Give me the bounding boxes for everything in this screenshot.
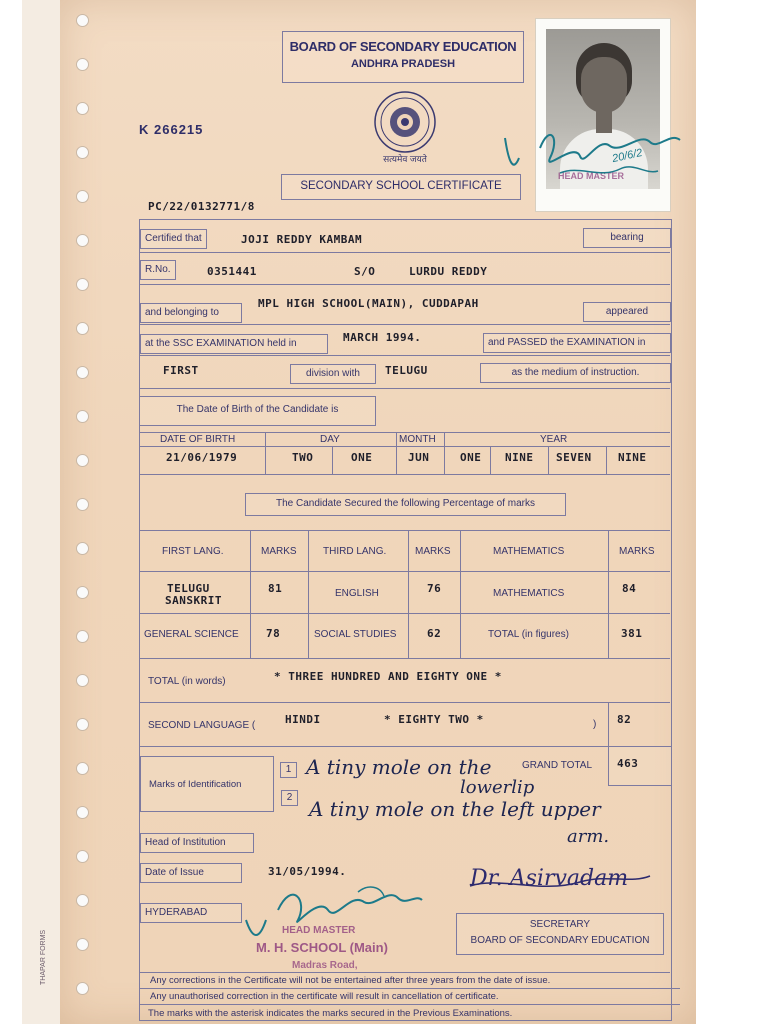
- id-mark-number-1: 1: [280, 762, 297, 778]
- dob-col-header: DATE OF BIRTH: [160, 434, 236, 445]
- punch-hole: [76, 322, 89, 335]
- appeared-label: appeared: [583, 302, 671, 322]
- dob-col-line: [444, 432, 445, 474]
- note-3: The marks with the asterisk indicates the marks secured in the Previous Examinations.: [148, 1008, 513, 1019]
- bearing-label: bearing: [583, 228, 671, 248]
- row-divider: [139, 252, 670, 253]
- marks-row-line: [139, 658, 670, 659]
- dob-day-2: ONE: [351, 451, 373, 464]
- roll-number: 0351441: [207, 265, 257, 278]
- third-lang-value: ENGLISH: [335, 588, 379, 599]
- punch-hole: [76, 366, 89, 379]
- id-mark-1-line-1: A tiny mole on the: [306, 755, 492, 779]
- math-header: MATHEMATICS: [493, 546, 565, 557]
- total-words-label: TOTAL (in words): [148, 676, 226, 687]
- punch-hole: [76, 586, 89, 599]
- row-divider: [139, 355, 670, 356]
- first-lang-header: FIRST LANG.: [162, 546, 224, 557]
- stamp-line-2: M. H. SCHOOL (Main): [256, 940, 388, 955]
- punch-hole: [76, 234, 89, 247]
- punch-hole: [76, 102, 89, 115]
- punch-hole: [76, 58, 89, 71]
- exam-held-date: MARCH 1994.: [343, 331, 422, 344]
- certificate-title: SECONDARY SCHOOL CERTIFICATE: [300, 180, 502, 192]
- dob-col-line: [332, 446, 333, 474]
- punch-hole: [76, 498, 89, 511]
- punch-hole: [76, 806, 89, 819]
- note-2: Any unauthorised correction in the certificate will result in cancellation of certificate.: [140, 989, 680, 1005]
- dob-value: 21/06/1979: [166, 451, 238, 464]
- third-lang-marks: 76: [427, 582, 442, 595]
- second-lang-name: HINDI: [285, 713, 321, 726]
- punch-hole: [76, 146, 89, 159]
- punch-hole: [76, 982, 89, 995]
- third-lang-header: THIRD LANG.: [323, 546, 387, 557]
- total-figures: 381: [621, 627, 643, 640]
- id-mark-1-line-2: lowerlip: [460, 777, 535, 798]
- punch-hole: [76, 762, 89, 775]
- certified-label: Certified that: [140, 229, 207, 249]
- board-state: ANDHRA PRADESH: [350, 58, 456, 70]
- stamp-line-3: Madras Road,: [292, 960, 358, 971]
- printer-mark: THAPAR FORMS: [40, 929, 47, 985]
- division-label: division with: [290, 364, 376, 384]
- dob-year-1: ONE: [460, 451, 482, 464]
- board-header-box: [282, 31, 524, 83]
- stamp-line-1: HEAD MASTER: [282, 925, 356, 936]
- date-of-issue-label: Date of Issue: [140, 863, 242, 883]
- dob-table-bottom: [139, 474, 670, 475]
- second-lang-marks: 82: [617, 713, 632, 726]
- dob-day-1: TWO: [292, 451, 314, 464]
- marks-col-line: [608, 530, 609, 658]
- secretary-signature: Dr. Asirvadam: [470, 866, 629, 891]
- id-mark-number-2: 2: [281, 790, 298, 806]
- grand-total-box: [608, 746, 672, 786]
- total-figures-label: TOTAL (in figures): [488, 629, 569, 640]
- grand-total-label: GRAND TOTAL: [522, 760, 593, 771]
- medium-value: TELUGU: [385, 364, 428, 377]
- second-lang-words: * EIGHTY TWO *: [384, 713, 484, 726]
- second-lang-close: ): [593, 719, 597, 730]
- punch-hole: [76, 894, 89, 907]
- dob-col-line: [396, 432, 397, 474]
- soc-marks: 62: [427, 627, 442, 640]
- board-name: BOARD OF SECONDARY EDUCATION: [289, 39, 517, 54]
- dob-col-line: [606, 446, 607, 474]
- punch-hole: [76, 190, 89, 203]
- dob-col-line: [265, 432, 266, 474]
- gen-sci-marks: 78: [266, 627, 281, 640]
- parent-name: LURDU REDDY: [409, 265, 488, 278]
- punch-hole: [76, 850, 89, 863]
- marks-col-line: [460, 530, 461, 658]
- marks-col-line: [408, 530, 409, 658]
- photo-signed-date: 20/6/2: [611, 146, 644, 166]
- marks-row-line: [139, 571, 670, 572]
- punch-hole: [76, 410, 89, 423]
- medium-label: as the medium of instruction.: [480, 363, 671, 383]
- second-lang-label: SECOND LANGUAGE (: [148, 720, 256, 731]
- dob-title-box: [139, 396, 376, 426]
- grand-total-value: 463: [617, 757, 639, 770]
- passed-label: and PASSED the EXAMINATION in: [483, 333, 671, 353]
- day-col-header: DAY: [320, 434, 340, 445]
- row-divider: [139, 388, 670, 389]
- year-col-header: YEAR: [540, 434, 568, 445]
- identification-label: Marks of Identification: [149, 779, 242, 790]
- reference-number: PC/22/0132771/8: [148, 200, 255, 213]
- marks-col-line: [308, 530, 309, 658]
- dob-title: The Date of Birth of the Candidate is: [176, 404, 339, 415]
- punch-hole: [76, 278, 89, 291]
- row-divider: [139, 324, 670, 325]
- secretary-org: BOARD OF SECONDARY EDUCATION: [470, 935, 650, 946]
- dob-year-2: NINE: [505, 451, 534, 464]
- emblem-motto: सत्यमेव जयते: [383, 154, 427, 164]
- school-name: MPL HIGH SCHOOL(MAIN), CUDDAPAH: [258, 297, 479, 310]
- marks-col-line: [250, 530, 251, 658]
- dob-year-4: NINE: [618, 451, 647, 464]
- punch-hole: [76, 630, 89, 643]
- punch-hole: [76, 938, 89, 951]
- dob-month: JUN: [408, 451, 430, 464]
- dob-col-line: [490, 446, 491, 474]
- marks-col-line: [608, 702, 609, 746]
- id-mark-2-line-1: A tiny mole on the left upper: [309, 797, 601, 821]
- punch-hole: [76, 674, 89, 687]
- first-lang-marks: 81: [268, 582, 283, 595]
- id-mark-2-line-2: arm.: [567, 826, 610, 847]
- photo-stamp: HEAD MASTER: [558, 171, 625, 181]
- certificate-serial: K 266215: [139, 122, 204, 137]
- total-words: * THREE HUNDRED AND EIGHTY ONE *: [274, 670, 502, 683]
- head-of-institution-label: Head of Institution: [140, 833, 254, 853]
- son-of-label: S/O: [354, 265, 376, 278]
- math-value: MATHEMATICS: [493, 588, 565, 599]
- dob-year-3: SEVEN: [556, 451, 592, 464]
- rno-label: R.No.: [140, 260, 176, 280]
- candidate-name: JOJI REDDY KAMBAM: [241, 233, 363, 246]
- identification-label-box: [140, 756, 274, 812]
- marks-table-top: [139, 530, 670, 531]
- page-margin-strip: [22, 0, 62, 1024]
- row-divider: [139, 702, 670, 703]
- certificate-title-box: [281, 174, 521, 200]
- punch-hole: [76, 542, 89, 555]
- row-divider: [139, 746, 670, 747]
- secretary-title: SECRETARY: [529, 919, 591, 930]
- marks-header-2: MARKS: [415, 546, 451, 557]
- row-divider: [139, 284, 670, 285]
- marks-row-line: [139, 613, 670, 614]
- math-marks: 84: [622, 582, 637, 595]
- soc-label: SOCIAL STUDIES: [314, 629, 397, 640]
- punch-hole: [76, 454, 89, 467]
- punch-hole: [76, 14, 89, 27]
- secretary-box: [456, 913, 664, 955]
- issue-date: 31/05/1994.: [268, 865, 347, 878]
- gen-sci-label: GENERAL SCIENCE: [144, 629, 239, 640]
- dob-col-line: [548, 446, 549, 474]
- punch-hole: [76, 718, 89, 731]
- dob-table-top: [139, 432, 670, 433]
- first-lang-2: SANSKRIT: [165, 594, 222, 607]
- exam-held-label: at the SSC EXAMINATION held in: [140, 334, 328, 354]
- belonging-label: and belonging to: [140, 303, 242, 323]
- month-col-header: MONTH: [399, 434, 436, 445]
- note-1: Any corrections in the Certificate will not be entertained after three years from the date of issue.: [140, 973, 680, 989]
- marks-header-3: MARKS: [619, 546, 655, 557]
- secretary-signature-stroke-icon: [466, 866, 656, 896]
- dob-header-divider: [139, 446, 670, 447]
- first-lang-1: TELUGU: [167, 582, 210, 595]
- marks-title: The Candidate Secured the following Percentage of marks: [275, 498, 536, 509]
- marks-header-1: MARKS: [261, 546, 297, 557]
- headmaster-signature-icon: [500, 118, 690, 198]
- division-value: FIRST: [163, 364, 199, 377]
- marks-title-box: [245, 493, 566, 516]
- place-label: HYDERABAD: [140, 903, 242, 923]
